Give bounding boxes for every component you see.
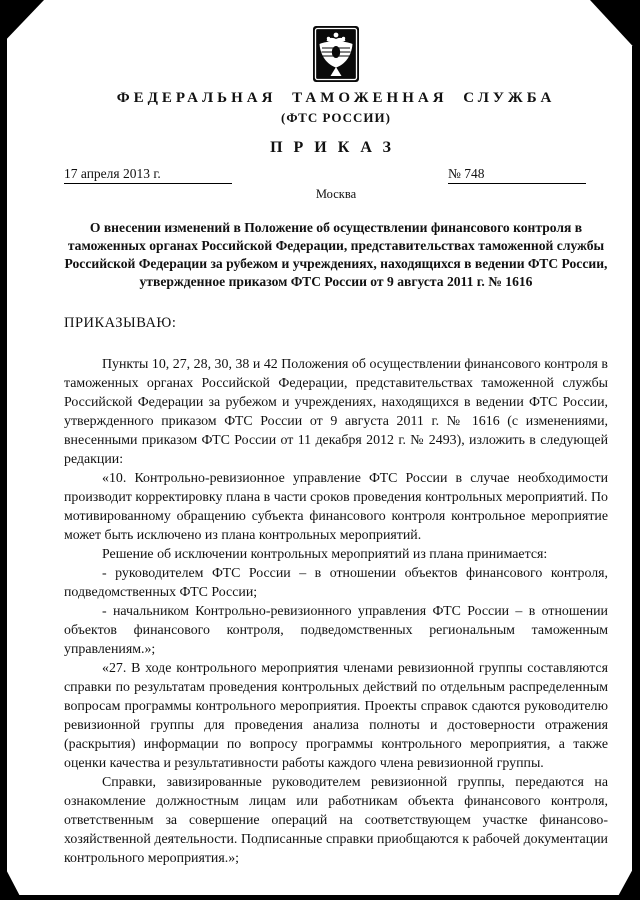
body-paragraph: «10. Контрольно-ревизионное управление ФТС России в случае необходимости производит корректировку плана в части сроков проведения контрольных мероприятий. По мотивированному обращению субъекта финансового контроля контрольное мероприятие может быть исключено из плана контрольных мероприятий. bbox=[64, 471, 608, 543]
scan-artifact-left-edge bbox=[0, 38, 7, 900]
body-paragraph: - начальником Контрольно-ревизионного управления ФТС России – в отношении объектов финансового контроля, подведомственных региональным таможенным управлениям.»; bbox=[64, 604, 608, 657]
document-content bbox=[64, 0, 608, 868]
body-paragraph: - руководителем ФТС России – в отношении объектов финансового контроля, подведомственных ФТС России; bbox=[64, 566, 608, 600]
order-word: ПРИКАЗЫВАЮ: bbox=[64, 315, 177, 331]
scan-artifact-right-edge bbox=[632, 46, 640, 900]
document-number: № 748 bbox=[448, 166, 586, 184]
organization-name: ФЕДЕРАЛЬНАЯ ТАМОЖЕННАЯ СЛУЖБА bbox=[116, 90, 556, 106]
body-paragraph: Справки, завизированные руководителем ревизионной группы, передаются на ознакомление должностным лицам или работникам объекта финансового контроля, ответственным за совершение операций на соответствующем участке финансово-хозяйственной деятельности. Подписанные справки приобщаются к рабочей документации контрольного мероприятия.»; bbox=[64, 775, 608, 866]
document-type-heading: ПРИКАЗ bbox=[270, 139, 402, 156]
double-headed-eagle-icon bbox=[313, 26, 359, 82]
organization-short-name: (ФТС РОССИИ) bbox=[281, 110, 391, 125]
document-title: О внесении изменений в Положение об осуществлении финансового контроля в таможенных органах Российской Федерации, представительствах таможенной службы Российской Федерации за рубежом и учреждениях, находящихся в ведении ФТС России, утвержденное приказом ФТС России от 9 августа 2011 г. № 1616 bbox=[64, 220, 608, 289]
document-date: 17 апреля 2013 г. bbox=[64, 166, 232, 184]
document-city: Москва bbox=[315, 187, 357, 201]
body-text bbox=[64, 355, 608, 868]
body-paragraph: Пункты 10, 27, 28, 30, 38 и 42 Положения об осуществлении финансового контроля в таможенных органах Российской Федерации, представительствах таможенной службы Российской Федерации за рубежом и учреждениях, находящихся в ведении ФТС России, утвержденного приказом ФТС России от 9 августа 2011 г. № 1616 (с изменениями, внесенными приказом ФТС России от 11 декабря 2012 г. № 2493), изложить в следующей редакции: bbox=[64, 357, 608, 467]
date-number-row bbox=[64, 166, 608, 184]
scan-artifact-bottom-right bbox=[616, 856, 640, 900]
body-paragraph: Решение об исключении контрольных мероприятий из плана принимается: bbox=[102, 547, 548, 562]
scan-artifact-bottom-edge bbox=[0, 895, 640, 900]
letterhead bbox=[64, 0, 608, 202]
body-paragraph: «27. В ходе контрольного мероприятия членами ревизионной группы составляются справки по результатам проведения контрольных действий по отдельным распределенным вопросам программы контрольного мероприятия. Проекты справок сдаются руководителю ревизионной группы для проведения анализа полноты и достоверности отражения (раскрытия) информации по вопросу программы контрольного мероприятия, а также оценки качества и результативности работы каждого члена ревизионной группы. bbox=[64, 661, 608, 771]
